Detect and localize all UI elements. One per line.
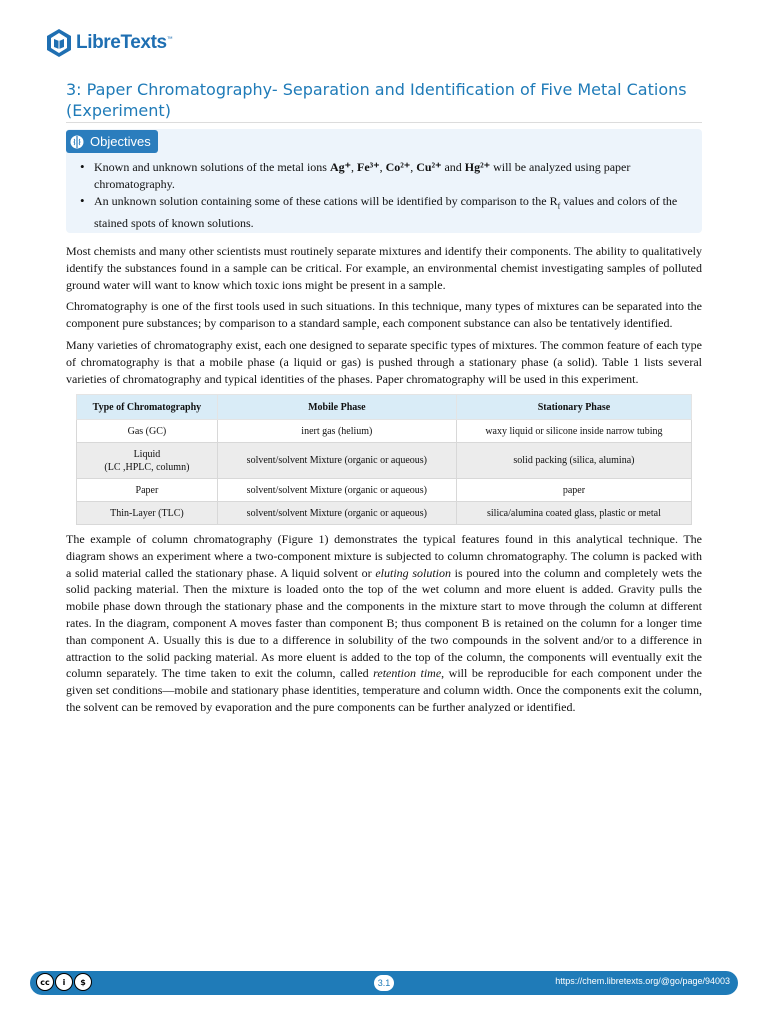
ion-fe: Fe³⁺ bbox=[356, 160, 380, 174]
page-title: 3: Paper Chromatography- Separation and Identification of Five Metal Cations (Experiment) bbox=[66, 80, 687, 120]
table-cell: inert gas (helium) bbox=[217, 420, 456, 443]
table-cell: silica/alumina coated glass, plastic or metal bbox=[456, 502, 691, 525]
objective-item: • Known and unknown solutions of the metal ions Ag⁺, Fe³⁺, Co²⁺, Cu²⁺ and Hg²⁺ will be analyzed using paper chromatography. bbox=[80, 159, 690, 192]
column-header: Stationary Phase bbox=[456, 395, 691, 420]
page-number: 3.1 bbox=[374, 975, 394, 991]
table-cell: Gas (GC) bbox=[77, 420, 218, 443]
table-cell: solvent/solvent Mixture (organic or aqueous) bbox=[217, 502, 456, 525]
paragraph-varieties: Many varieties of chromatography exist, each one designed to separate specific types of mixtures. The common feature of each type of chromatography is that a mobile phase (a liquid or gas) is pushed through a stationary phase (a solid). Table 1 lists several varieties of chromatography and typical identities of the phases. Paper chromatography will be used in this experiment. bbox=[66, 338, 702, 386]
logo-text: LibreTexts™ bbox=[76, 32, 173, 53]
paragraph-column-example: The example of column chromatography (Figure 1) demonstrates the typical features found in this analytical technique. The diagram shows an experiment where a two-component mixture is subjected to column chromatography. The column is packed with a solid material called the stationary phase. A liquid solvent or eluting solution is poured into the column and completely wets the solid packing material. Then the mixture is loaded onto the top of the wet column and more eluent is added. Gravity pulls the mobile phase down through the stationary phase and the components in the mixture start to move through the column at different rates. In the diagram, component A moves faster than component B; thus component B is retained on the column for a longer time than component A. Usually this is due to a difference in solubility of the two compounds in the solvent and/or to a difference in attraction to the solid packing material. As more eluent is added to the top of the column, the components will eventually exit the column separately. The time taken to exit the column, called retention time, will be reproducible for each component under the given set conditions—mobile and stationary phase identities, temperature and column width. Once the components exit the column, the solvent can be removed by evaporation and the pure components can be further analyzed or identified. bbox=[66, 532, 702, 714]
table-header-row bbox=[77, 395, 692, 420]
table-cell: solid packing (silica, alumina) bbox=[456, 443, 691, 479]
column-header: Type of Chromatography bbox=[77, 395, 218, 420]
chromatography-table bbox=[76, 394, 692, 525]
table-cell: solvent/solvent Mixture (organic or aqueous) bbox=[217, 479, 456, 502]
rf-symbol: $R_f$ bbox=[549, 194, 561, 211]
cc-icon: cc bbox=[36, 973, 54, 991]
column-header: Mobile Phase bbox=[217, 395, 456, 420]
license-badge[interactable] bbox=[36, 973, 92, 991]
table-row bbox=[77, 420, 692, 443]
nc-icon: $ bbox=[74, 973, 92, 991]
paragraph-intro: Most chemists and many other scientists must routinely separate mixtures and identify their components. The ability to qualitatively identify the substances found in a sample can be critical. For example, an environmental chemist investigating samples of polluted ground water will want to know which toxic ions might be present in a sample. bbox=[66, 244, 702, 292]
libretexts-logo-icon bbox=[46, 28, 72, 58]
paragraph-chromatography: Chromatography is one of the first tools used in such situations. In this technique, many types of mixtures can be separated into the component pure substances; by comparison to a standard sample, each component substance can also be tentatively identified. bbox=[66, 299, 702, 330]
objectives-label: Objectives bbox=[90, 134, 151, 149]
table-cell: Paper bbox=[77, 479, 218, 502]
ion-cu: Cu²⁺ bbox=[416, 160, 442, 174]
table-cell: waxy liquid or silicone inside narrow tubing bbox=[456, 420, 691, 443]
title-divider bbox=[66, 122, 702, 123]
by-icon: i bbox=[55, 973, 73, 991]
table-cell: paper bbox=[456, 479, 691, 502]
brain-icon bbox=[70, 135, 84, 149]
page-footer bbox=[30, 971, 738, 995]
table-row bbox=[77, 443, 692, 479]
table-cell: Liquid (LC ,HPLC, column) bbox=[77, 443, 218, 479]
table-cell: Thin-Layer (TLC) bbox=[77, 502, 218, 525]
table-cell: solvent/solvent Mixture (organic or aqueous) bbox=[217, 443, 456, 479]
ion-co: Co²⁺ bbox=[385, 160, 411, 174]
table-row bbox=[77, 479, 692, 502]
table-row bbox=[77, 502, 692, 525]
objectives-list bbox=[80, 159, 690, 232]
page-url-link[interactable]: https://chem.libretexts.org/@go/page/94003 bbox=[555, 976, 730, 986]
ion-hg: Hg²⁺ bbox=[464, 160, 491, 174]
ion-ag: Ag⁺ bbox=[329, 160, 351, 174]
objectives-box bbox=[66, 129, 702, 233]
libretexts-logo[interactable] bbox=[46, 28, 172, 58]
objectives-header bbox=[66, 130, 158, 153]
objective-item: • An unknown solution containing some of these cations will be identified by comparison to the $R_f$ values and colors of the stained spots of known solutions. bbox=[80, 193, 690, 231]
